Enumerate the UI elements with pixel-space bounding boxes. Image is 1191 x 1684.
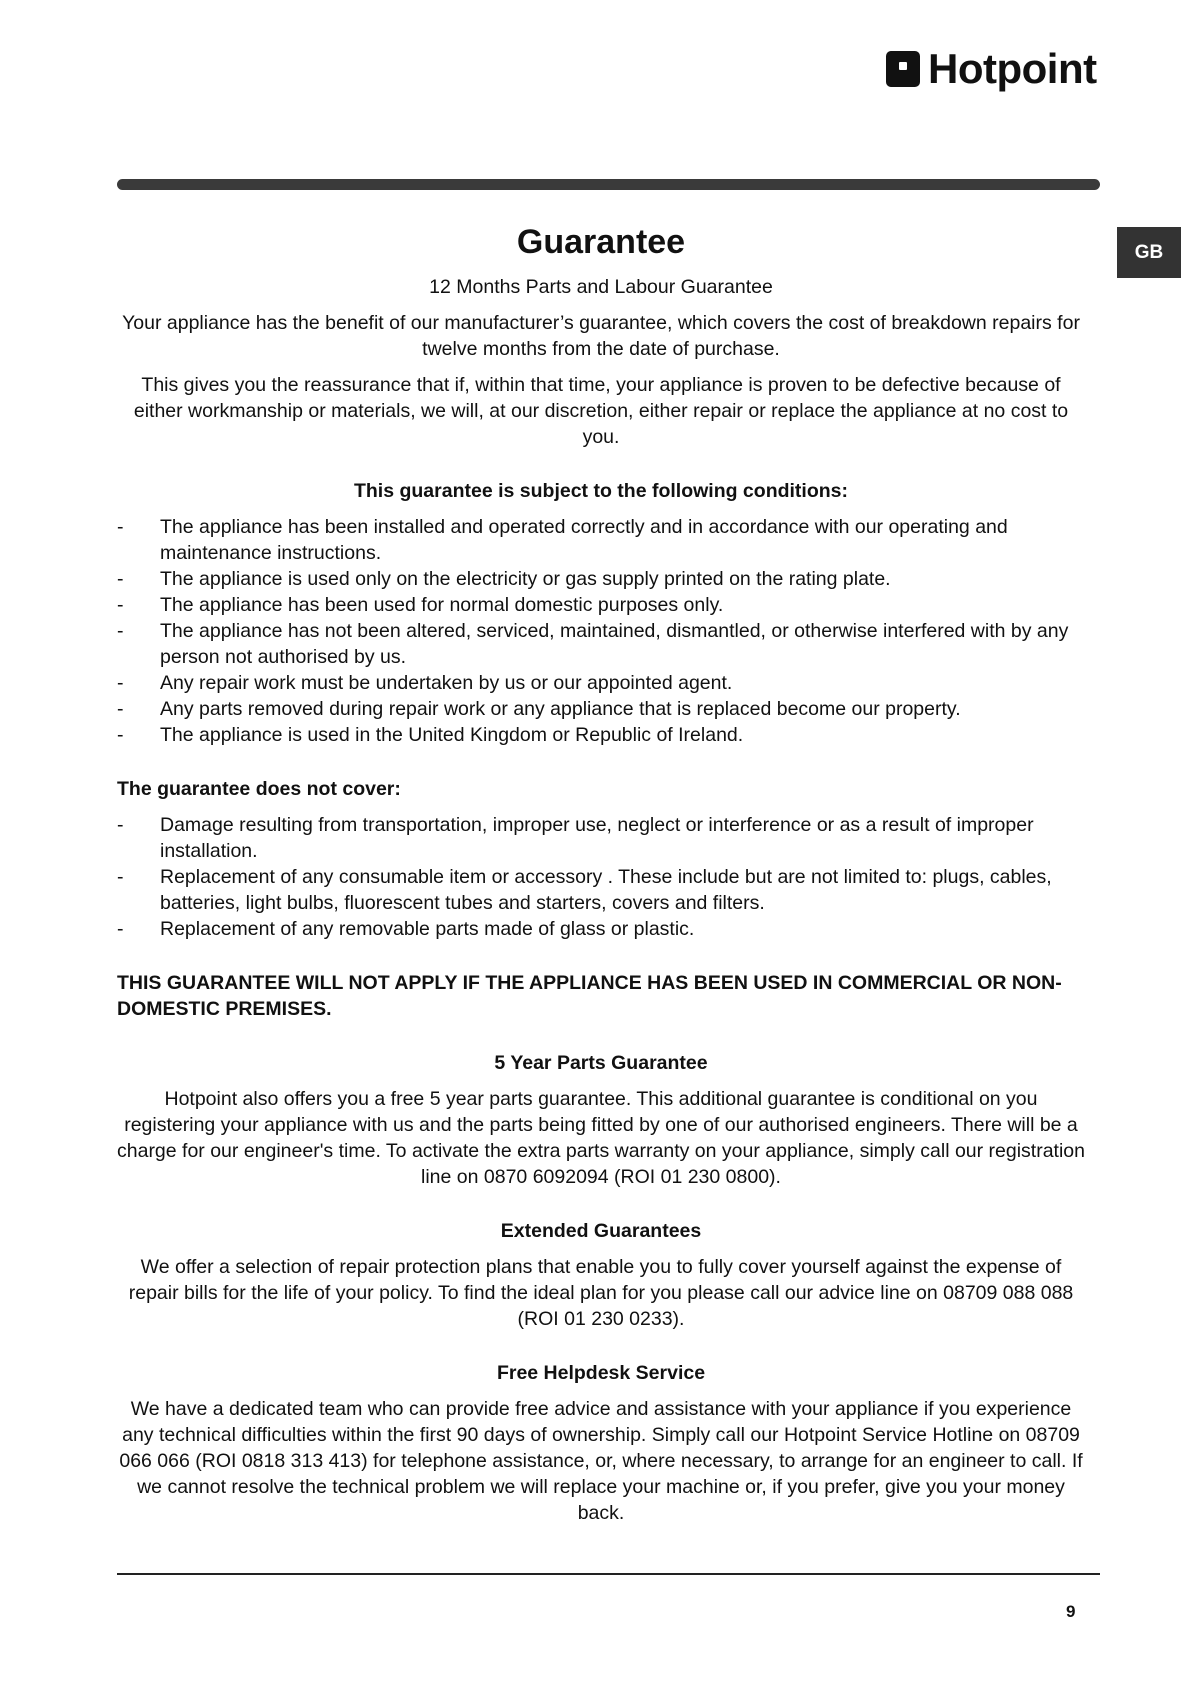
page-content [117,220,1085,1536]
list-item: - The appliance is used only on the electricity or gas supply printed on the rating plate. [117,566,1085,592]
page-number: 9 [1066,1602,1076,1621]
intro-paragraph-2: This gives you the reassurance that if, within that time, your appliance is proven to be defective because of either workmanship or materials, we will, at our discretion, either repair or replace the appliance at no cost to you. [133,374,1069,448]
list-item: - Any parts removed during repair work or any appliance that is replaced become our property. [117,696,1085,722]
list-item: - Any repair work must be undertaken by us or our appointed agent. [117,670,1085,696]
list-item: - Damage resulting from transportation, improper use, neglect or interference or as a result of improper installation. [117,812,1085,864]
exclusions-list [117,812,1085,942]
five-year-heading: 5 Year Parts Guarantee [494,1052,708,1074]
language-tab: GB [1117,227,1181,278]
brand-logo [886,45,1097,92]
subtitle: 12 Months Parts and Labour Guarantee [429,276,773,298]
conditions-heading: This guarantee is subject to the following conditions: [353,480,849,502]
list-item: - The appliance has been installed and operated correctly and in accordance with our operating and maintenance instructions. [117,514,1085,566]
extended-body: We offer a selection of repair protection plans that enable you to fully cover yourself against the expense of repair bills for the life of your policy. To find the ideal plan for you please call our advice line on 08709 088 088 (ROI 01 230 0233). [128,1256,1074,1330]
footer-divider [117,1573,1100,1575]
commercial-notice: THIS GUARANTEE WILL NOT APPLY IF THE APPLIANCE HAS BEEN USED IN COMMERCIAL OR NON-DOMESTIC PREMISES. [117,972,1062,1020]
conditions-list [117,514,1085,748]
list-item: - Replacement of any removable parts made of glass or plastic. [117,916,1085,942]
intro-paragraph-1: Your appliance has the benefit of our manufacturer’s guarantee, which covers the cost of breakdown repairs for twelve months from the date of purchase. [122,312,1080,360]
list-item: - The appliance is used in the United Kingdom or Republic of Ireland. [117,722,1085,748]
list-item: - The appliance has been used for normal domestic purposes only. [117,592,1085,618]
brand-name: Hotpoint [928,45,1097,92]
hotpoint-logo-icon [886,51,920,87]
list-item: - Replacement of any consumable item or accessory . These include but are not limited to: plugs, cables, batteries, light bulbs, fluorescent tubes and starters, covers and filters. [117,864,1085,916]
list-item: - The appliance has not been altered, serviced, maintained, dismantled, or otherwise interfered with by any person not authorised by us. [117,618,1085,670]
header-divider [117,179,1100,190]
five-year-body: Hotpoint also offers you a free 5 year parts guarantee. This additional guarantee is conditional on you registering your appliance with us and the parts being fitted by one of our authorised engineers. There will be a charge for our engineer's time. To activate the extra parts warranty on your appliance, simply call our registration line on 0870 6092094 (ROI 01 230 0800). [117,1088,1086,1188]
page-title: Guarantee [516,223,686,261]
exclusions-heading: The guarantee does not cover: [117,778,401,800]
extended-heading: Extended Guarantees [500,1220,702,1242]
helpdesk-heading: Free Helpdesk Service [496,1362,706,1384]
helpdesk-body: We have a dedicated team who can provide free advice and assistance with your appliance if you experience any technical difficulties within the first 90 days of ownership. Simply call our Hotpoint Service Hotline on 08709 066 066 (ROI 0818 313 413) for telephone assistance, or, where necessary, to arrange for an engineer to call. If we cannot resolve the technical problem we will replace your machine or, if you prefer, give you your money back. [119,1398,1083,1524]
